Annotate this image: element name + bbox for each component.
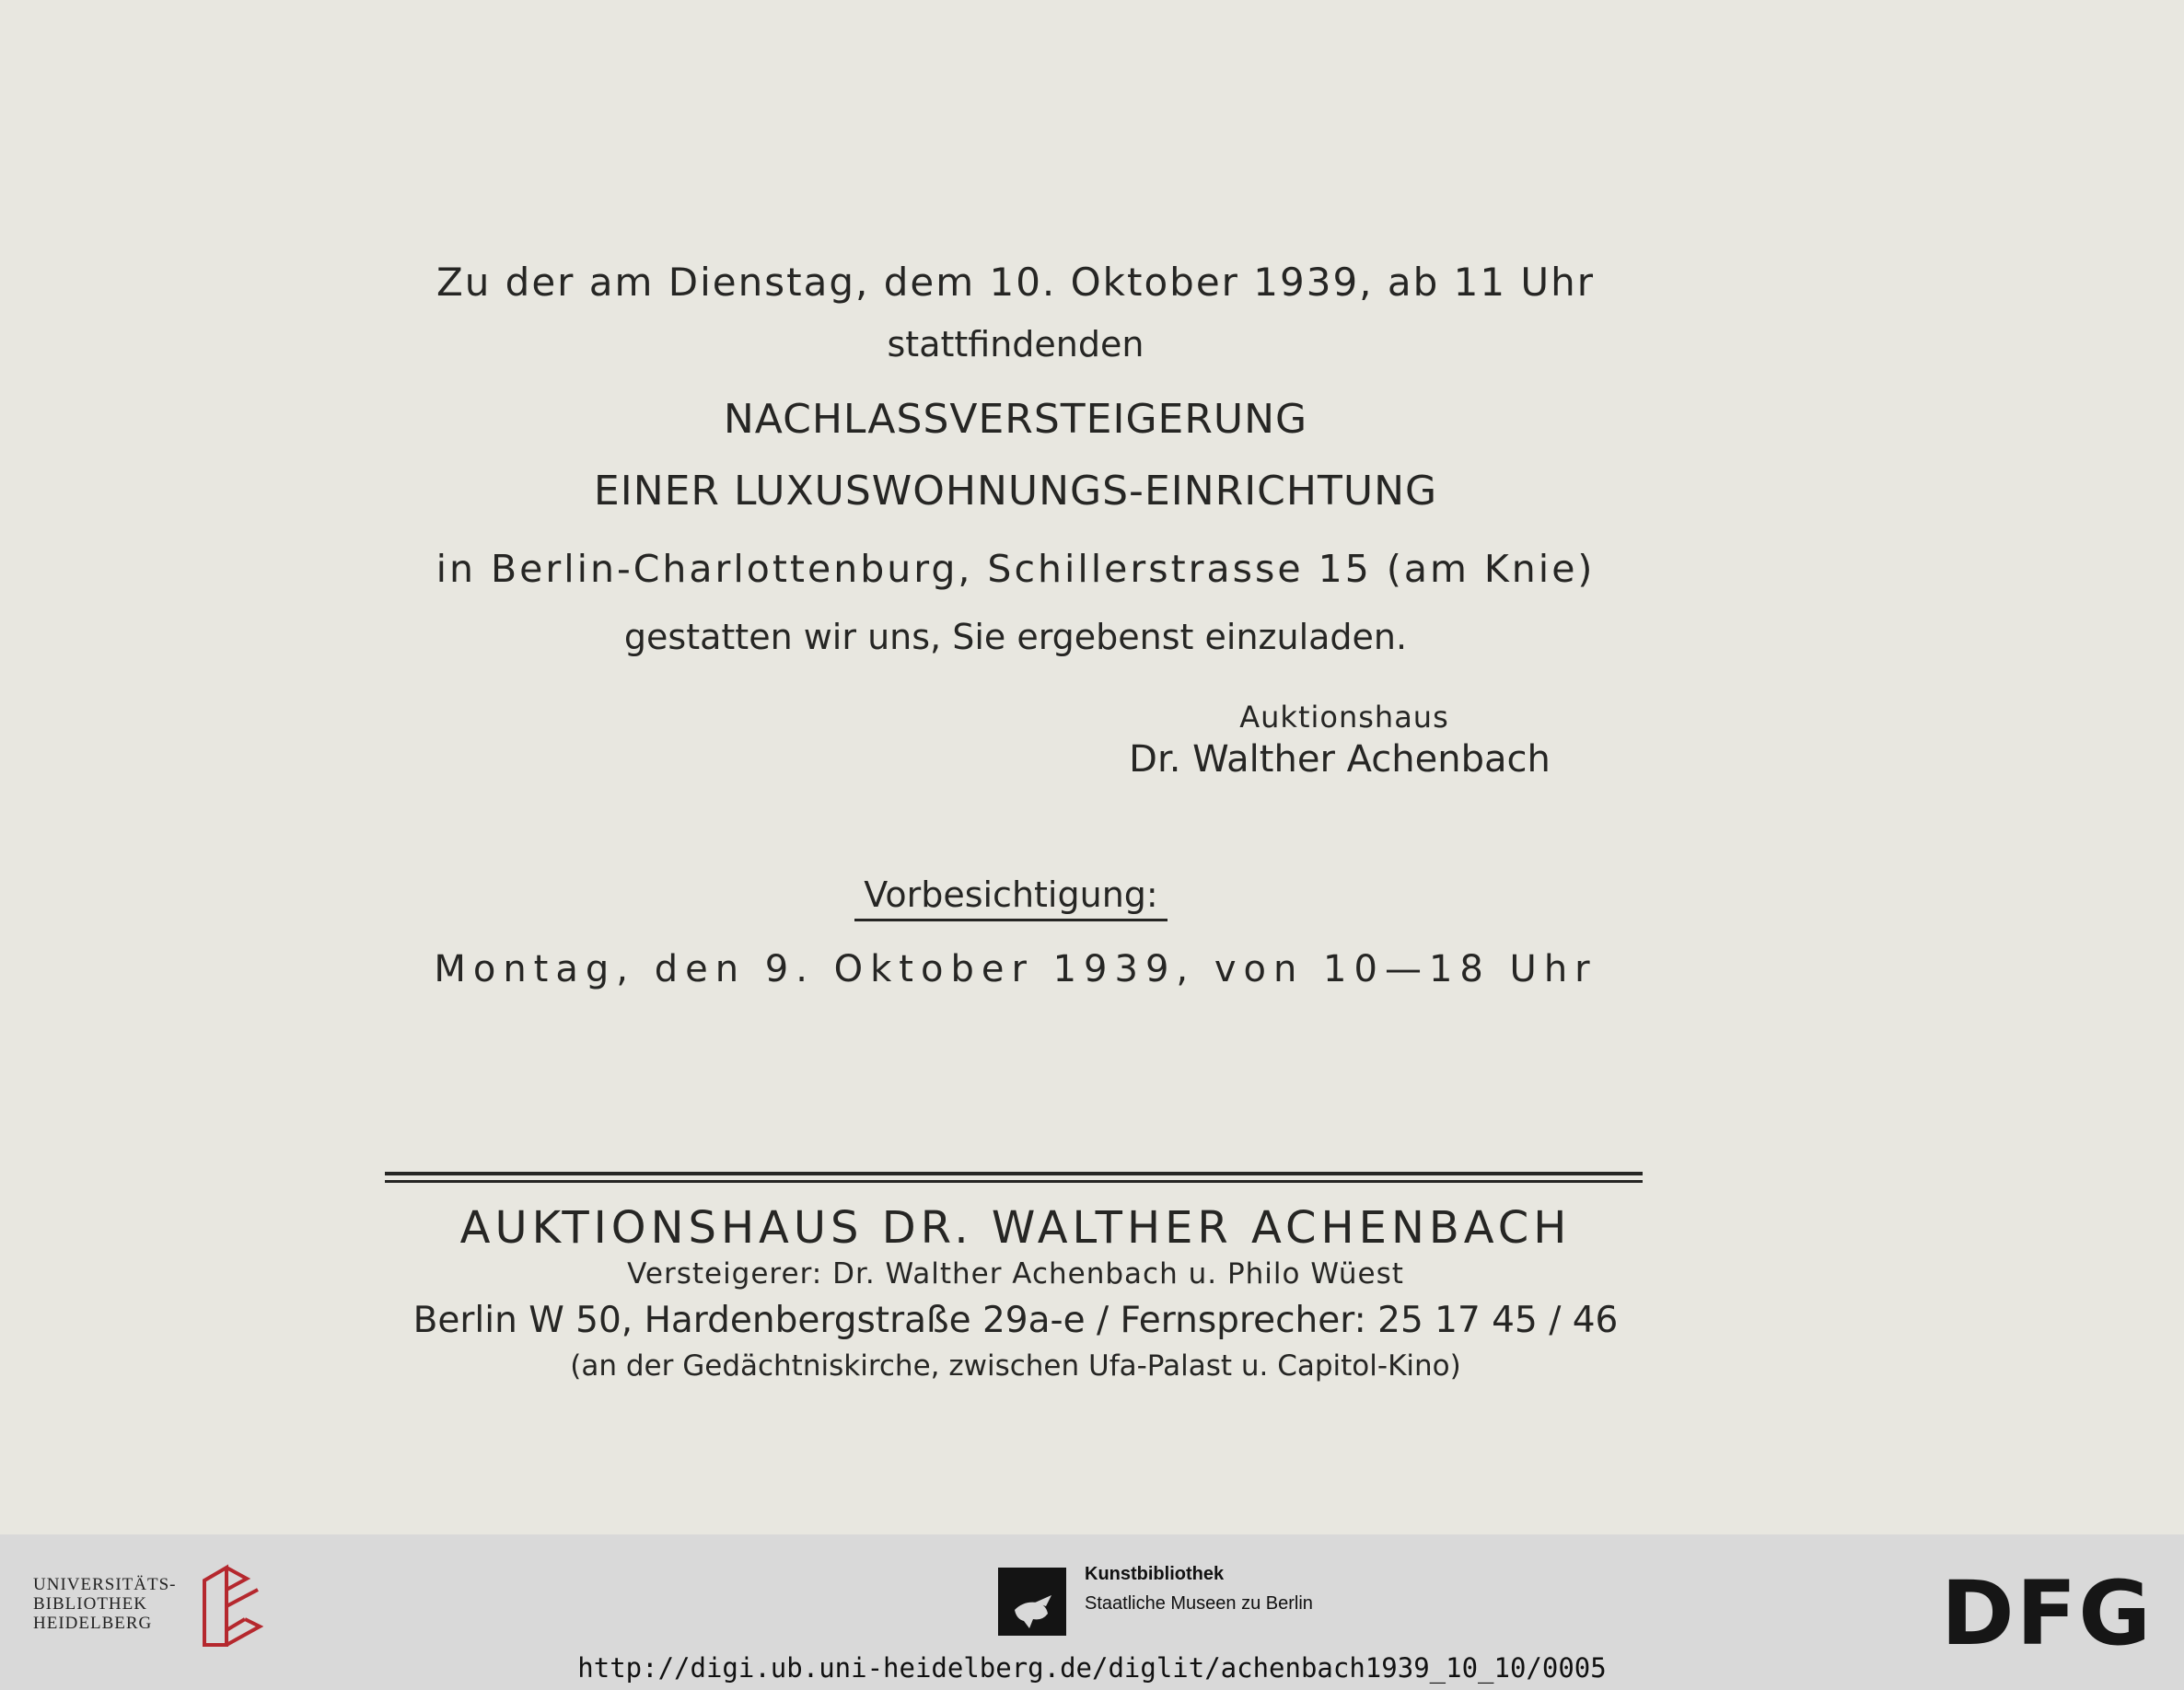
partner-title: Kunstbibliothek bbox=[1085, 1564, 1225, 1584]
auction-house-address: Berlin W 50, Hardenbergstraße 29a-e / Fernsprecher: 25 17 45 / 46 bbox=[412, 1300, 1619, 1341]
signature-label: Auktionshaus bbox=[1239, 700, 1449, 735]
university-library-mark-icon bbox=[199, 1560, 263, 1648]
auction-title-line-1: NACHLASSVERSTEIGERUNG bbox=[723, 396, 1308, 443]
kunstbibliothek-logo-icon bbox=[998, 1568, 1066, 1636]
digitization-footer bbox=[0, 1534, 2184, 1690]
preview-date: Montag, den 9. Oktober 1939, von 10—18 Uhr bbox=[434, 948, 1597, 990]
university-text-line: UNIVERSITÄTS- bbox=[33, 1575, 177, 1594]
auction-address: in Berlin-Charlottenburg, Schillerstrasse 15 (am Knie) bbox=[436, 547, 1596, 591]
auction-house-name: AUKTIONSHAUS DR. WALTHER ACHENBACH bbox=[459, 1202, 1572, 1254]
auctioneers-line: Versteigerer: Dr. Walther Achenbach u. Philo Wüest bbox=[627, 1257, 1404, 1291]
university-text-line: HEIDELBERG bbox=[33, 1614, 153, 1633]
permalink-url[interactable]: http://digi.ub.uni-heidelberg.de/diglit/achenbach1939_10_10/0005 bbox=[577, 1652, 1607, 1684]
invitation-line-2: stattfindenden bbox=[887, 324, 1144, 365]
invitation-closing: gestatten wir uns, Sie ergebenst einzuladen. bbox=[623, 617, 1408, 657]
signature-name: Dr. Walther Achenbach bbox=[1129, 738, 1551, 781]
preview-heading: Vorbesichtigung: bbox=[854, 874, 1168, 921]
dfg-logo: DFG bbox=[1941, 1562, 2154, 1665]
partner-subtitle: Staatliche Museen zu Berlin bbox=[1085, 1593, 1313, 1614]
auction-title-line-2: EINER LUXUSWOHNUNGS-EINRICHTUNG bbox=[593, 468, 1438, 515]
invitation-line-1: Zu der am Dienstag, dem 10. Oktober 1939, ab 11 Uhr bbox=[436, 260, 1596, 305]
university-library-logo-text bbox=[33, 1575, 177, 1633]
divider-rule-top bbox=[385, 1172, 1643, 1175]
university-text-line: BIBLIOTHEK bbox=[33, 1594, 147, 1614]
location-note: (an der Gedächtniskirche, zwischen Ufa-Palast u. Capitol-Kino) bbox=[570, 1349, 1461, 1383]
divider-rule-bottom bbox=[385, 1180, 1643, 1183]
